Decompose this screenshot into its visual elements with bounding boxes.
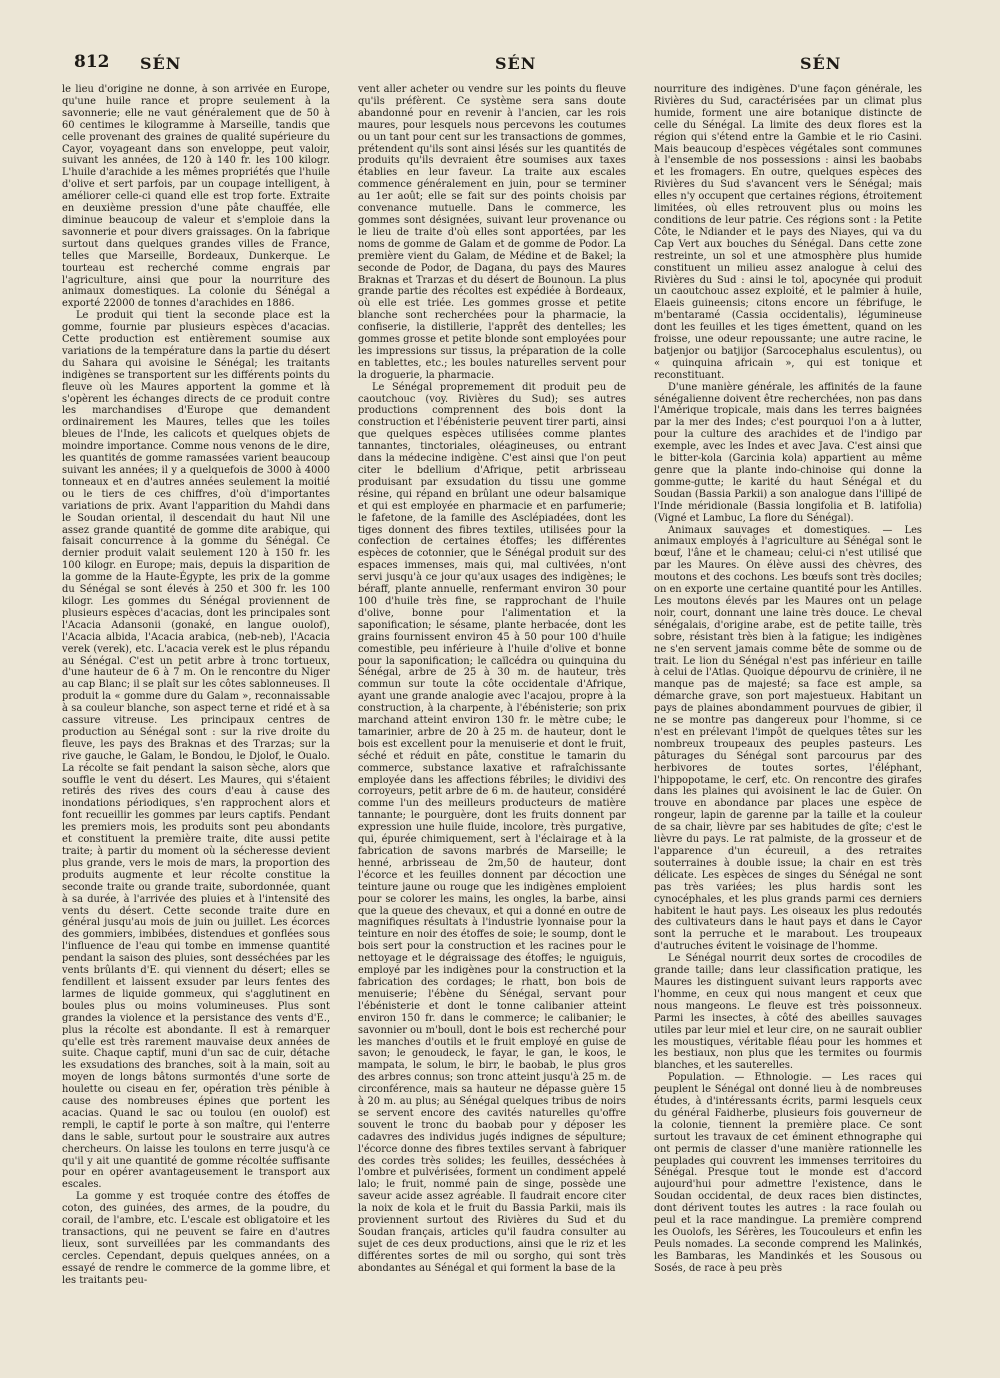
text-columns: [62, 84, 922, 1354]
running-head-right: SÉN: [800, 54, 842, 73]
paragraph: le lieu d'origine ne donne, à son arrivée en Europe, qu'une huile rance et propre seulement à la savonnerie; elle ne vaut généralement que de 50 à 60 centimes le kilogramme à Marseille, tandis que celle provenant des graines de qualité supérieure du Cayor, voyageant dans son enveloppe, peut valoir, suivant les années, de 120 à 140 fr. les 100 kilogr. L'huile d'arachide a les mêmes propriétés que l'huile d'olive et sert parfois, par un coupage intelligent, à améliorer celle-ci quand elle est trop forte. Extraite en deuxième pression d'une pâte chauffée, elle diminue beaucoup de valeur et s'emploie dans la savonnerie et pour divers graissages. On la fabrique surtout dans quelques grandes villes de France, telles que Marseille, Bordeaux, Dunkerque. Le tourteau est recherché comme engrais par l'agriculture, ainsi que pour la nourriture des animaux domestiques. La colonie du Sénégal a exporté 22000 de tonnes d'arachides en 1886.: [62, 84, 330, 310]
paragraph: Le Sénégal propremement dit produit peu de caoutchouc (voy. Rivières du Sud); ses autres productions comprennent des bois dont la construction et l'ébénisterie peuvent tirer parti, ainsi que quelques espèces utilisées comme plantes tannantes, tinctoriales, oléagineuses, ou entrant dans la médecine indigène. C'est ainsi que l'on peut citer le bdellium d'Afrique, petit arbrisseau produisant par exsudation du tissu une gomme résine, qui répand en brûlant une odeur balsamique et qui est employée en pharmacie et en parfumerie; le fafetone, de la famille des Asclépiadées, dont les tiges donnent des fibres textiles, utilisées pour la confection de certaines étoffes; les différentes espèces de cotonnier, que le Sénégal produit sur des espaces immenses, mais qui, mal cultivées, n'ont servi jusqu'à ce jour qu'aux usages des indigènes; le béraff, plante annuelle, renfermant environ 30 pour 100 d'huile très fine, se rapprochant de l'huile d'olive, bonne pour l'alimentation et la saponification; le sésame, plante herbacée, dont les grains fournissent environ 45 à 50 pour 100 d'huile comestible, peu inférieure à l'huile d'olive et bonne pour la saponification; le caïlcédra ou quinquina du Sénégal, arbre de 25 à 30 m. de hauteur, très commun sur toute la côte occidentale d'Afrique, ayant une grande analogie avec l'acajou, propre à la construction, à la charpente, à l'ébénisterie; son prix marchand atteint environ 130 fr. le mètre cube; le tamarinier, arbre de 20 à 25 m. de hauteur, dont le bois est excellent pour la menuiserie et dont le fruit, séché et réduit en pâte, constitue le tamarin du commerce, substance laxative et rafraîchissante employée dans les affections fébriles; le dividivi des corroyeurs, petit arbre de 6 m. de hauteur, considéré comme l'un des meilleurs producteurs de matière tannante; le pourguère, dont les fruits donnent par expression une huile fluide, incolore, très purgative, qui, épurée chimiquement, sert à l'éclairage et à la fabrication de savons marbrés de Marseille; le henné, arbrisseau de 2m,50 de hauteur, dont l'écorce et les feuilles donnent par décoction une teinture jaune ou rouge que les indigènes emploient pour se colorer les mains, les ongles, la barbe, ainsi que la queue des chevaux, et qui a donné en outre de magnifiques résultats à l'industrie lyonnaise pour la teinture en noir des étoffes de soie; le soump, dont le bois sert pour la construction et les racines pour le nettoyage et le dégraissage des étoffes; le nguiguis, employé par les indigènes pour la construction et la fabrication des cordages; le rhatt, bon bois de menuiserie; l'ébène du Sénégal, servant pour l'ébénisterie et dont le tonne calibanier atteint environ 150 fr. dans le commerce; le calibanier; le savonnier ou m'boull, dont le bois est recherché pour les manches d'outils et le fruit employé en guise de savon; le genoudeck, le fayar, le gan, le koos, le mampata, le solum, le birr, le baobab, le plus gros des arbres connus; son tronc atteint jusqu'à 25 m. de circonférence, mais sa hauteur ne dépasse guère 15 à 20 m. au plus; au Sénégal quelques tribus de noirs se servent encore des cavités naturelles qu'offre souvent le tronc du baobab pour y déposer les cadavres des individus jugés indignes de sépulture; l'écorce donne des fibres textiles servant à fabriquer des cordes très solides; les feuilles, desséchées à l'ombre et pulvérisées, forment un condiment appelé lalo; le fruit, nommé pain de singe, possède une saveur acide assez agréable. Il faudrait encore citer la noix de kola et le fruit du Bassia Parkii, mais ils proviennent surtout des Rivières du Sud et du Soudan français, articles qu'il faudra consulter au sujet de ces deux productions, ainsi que le riz et les différentes sortes de mil ou sorgho, qui sont très abondantes au Sénégal et qui forment la base de la: [358, 381, 626, 1274]
paragraph: Le Sénégal nourrit deux sortes de crocodiles de grande taille; dans leur classification pratique, les Maures les distinguent suivant leurs rapports avec l'homme, en ceux qui nous mangent et ceux que nous mangeons. Le fleuve est très poissonneux. Parmi les insectes, à côté des abeilles sauvages utiles par leur miel et leur cire, on ne saurait oublier les moustiques, véritable fléau pour les hommes et les bestiaux, non plus que les termites ou fourmis blanches, et les sauterelles.: [654, 953, 922, 1072]
paragraph: D'une manière générale, les affinités de la faune sénégalienne doivent être recherchées, non pas dans l'Amérique tropicale, mais dans les terres baignées par la mer des Indes; c'est pourquoi l'on a à lutter, pour la culture des arachides et de l'indigo par exemple, avec les Indes et avec Java. C'est ainsi que le bitter-kola (Garcinia kola) appartient au même genre que la plante indo-chinoise qui donne la gomme-gutte; le karité du haut Sénégal et du Soudan (Bassia Parkii) a son analogue dans l'illipé de l'Inde méridionale (Bassia longifolia et B. latifolia) (Vigné et Lambuc, La flore du Sénégal).: [654, 381, 922, 524]
paragraph: vent aller acheter ou vendre sur les points du fleuve qu'ils préfèrent. Ce système sera sans doute abandonné pour en revenir à l'ancien, car les rois maures, pour lesquels nous percevons les coutumes ou un tant pour cent sur les transactions de gommes, prétendent qu'ils sont ainsi lésés sur les quantités de produits qu'ils devraient être soumises aux taxes établies en leur faveur. La traite aux escales commence généralement en juin, pour se terminer au 1er août; elle se fait sur des points choisis par convenance mutuelle. Dans le commerce, les gommes sont désignées, suivant leur provenance ou le lieu de traite d'où elles sont apportées, par les noms de gomme de Galam et de gomme de Podor. La première vient du Galam, de Médine et de Bakel; la seconde de Podor, de Dagana, du pays des Maures Braknas et Trarzas et du désert de Bounoun. La plus grande partie des récoltes est expédiée à Bordeaux, où elle est triée. Les gommes grosse et petite blanche sont recherchées pour la pharmacie, la confiserie, la distillerie, l'apprêt des dentelles; les gommes grosse et petite blonde sont employées pour les impressions sur tissus, la préparation de la colle en tablettes, etc.; les boules naturelles servent pour la droguerie, la pharmacie.: [358, 84, 626, 381]
column-right: [654, 84, 922, 1354]
paragraph: nourriture des indigènes. D'une façon générale, les Rivières du Sud, caractérisées par un climat plus humide, forment une aire botanique distincte de celle du Sénégal. La limite des deux flores est la région qui s'étend entre la Gambie et le rio Casini. Mais beaucoup d'espèces végétales sont communes à l'ensemble de nos possessions : ainsi les baobabs et les fromagers. En outre, quelques espèces des Rivières du Sud s'avancent vers le Sénégal; mais elles n'y occupent que certaines régions, étroitement limitées, où elles retrouvent plus ou moins les conditions de leur patrie. Ces régions sont : la Petite Côte, le Ndiander et le pays des Niayes, qui va du Cap Vert aux bouches du Sénégal. Dans cette zone restreinte, un sol et une atmosphère plus humide constituent un milieu assez analogue à celui des Rivières du Sud : ainsi le tol, apocynée qui produit un caoutchouc assez exploité, et le palmier à huile, Elaeis guineensis; citons encore un fébrifuge, le m'bentaramé (Cassia occidentalis), légumineuse dont les feuilles et les tiges émettent, quand on les froisse, une odeur repoussante; une autre racine, le batjenjor ou batjijor (Sarcocephalus esculentus), ou « quinquina africain », qui est tonique et reconstituant.: [654, 84, 922, 381]
paragraph: Population. — Ethnologie. — Les races qui peuplent le Sénégal ont donné lieu à de nombreuses études, à d'intéressants écrits, parmi lesquels ceux du général Faidherbe, plusieurs fois gouverneur de la colonie, tiennent la première place. Ce sont surtout les travaux de cet éminent ethnographe qui ont permis de classer d'une manière rationnelle les peuplades qui couvrent les immenses territoires du Sénégal. Presque tout le monde est d'accord aujourd'hui pour admettre l'existence, dans le Soudan occidental, de deux races bien distinctes, dont dérivent toutes les autres : la race foulah ou peul et la race mandingue. La première comprend les Ouolofs, les Sérères, les Toucouleurs et enfin les Peuls nomades. La seconde comprend les Malinkés, les Bambaras, les Mandinkés et les Sousous ou Sosés, de race à peu près: [654, 1072, 922, 1274]
page-number: 812: [74, 52, 110, 72]
running-head-left: SÉN: [140, 54, 182, 73]
column-middle: [358, 84, 626, 1354]
running-head-center: SÉN: [495, 54, 537, 73]
page-header: [0, 52, 1000, 82]
column-left: [62, 84, 330, 1354]
paragraph: Animaux sauvages et domestiques. — Les animaux employés à l'agriculture au Sénégal sont le bœuf, l'âne et le chameau; celui-ci n'est utilisé que par les Maures. On élève aussi des chèvres, des moutons et des cochons. Les bœufs sont très dociles; on en exporte une certaine quantité pour les Antilles. Les moutons élevés par les Maures ont un pelage noir, court, donnant une laine très douce. Le cheval sénégalais, d'origine arabe, est de petite taille, très sobre, résistant très bien à la fatigue; les indigènes ne s'en servent jamais comme bête de somme ou de trait. Le lion du Sénégal n'est pas inférieur en taille à celui de l'Atlas. Quoique dépourvu de crinière, il ne manque pas de majesté; sa face est ample, sa démarche grave, son port majestueux. Habitant un pays de plaines abondamment pourvues de gibier, il ne se montre pas dangereux pour l'homme, si ce n'est en prélevant l'impôt de quelques têtes sur les nombreux troupeaux des peuples pasteurs. Les pâturages du Sénégal sont parcourus par des herbivores de toutes sortes, l'éléphant, l'hippopotame, le cerf, etc. On rencontre des girafes dans les plaines qui avoisinent le lac de Guier. On trouve en abondance par places une espèce de rongeur, lapin de garenne par la taille et la couleur de sa chair, lièvre par ses habitudes de gîte; c'est le lièvre du pays. Le rat palmiste, de la grosseur et de l'apparence d'un écureuil, a des retraites souterraines à double issue; la chair en est très délicate. Les espèces de singes du Sénégal ne sont pas très variées; les plus hardis sont les cynocéphales, et les plus grands parmi ces derniers habitent le haut pays. Les oiseaux les plus redoutés des cultivateurs dans le haut pays et dans le Cayor sont la perruche et le marabout. Les troupeaux d'autruches évitent le voisinage de l'homme.: [654, 524, 922, 953]
paragraph: Le produit qui tient la seconde place est la gomme, fournie par plusieurs espèces d'acacias. Cette production est entièrement soumise aux variations de la température dans la partie du désert du Sahara qui avoisine le Sénégal; les traitants indigènes se transportent sur les différents points du fleuve où les Maures apportent la gomme et là s'opèrent les échanges directs de ce produit contre les marchandises d'Europe que demandent ordinairement les Maures, telles que les toiles bleues de l'Inde, les calicots et quelques objets de moindre importance. Comme nous venons de le dire, les quantités de gomme ramassées varient beaucoup suivant les années; il y a quelquefois de 3000 à 4000 tonneaux et en d'autres années seulement la moitié ou le tiers de ces chiffres, d'où d'importantes variations de prix. Avant l'apparition du Mahdi dans le Soudan oriental, il descendait du haut Nil une assez grande quantité de gomme dite arabique, qui faisait concurrence à la gomme du Sénégal. Ce dernier produit valait seulement 120 à 150 fr. les 100 kilogr. en Europe; mais, depuis la disparition de la gomme de la Haute-Égypte, les prix de la gomme du Sénégal se sont élevés à 250 et 300 fr. les 100 kilogr. Les gommes du Sénégal proviennent de plusieurs espèces d'acacias, dont les principales sont l'Acacia Adansonii (gonaké, en langue ouolof), l'Acacia albida, l'Acacia arabica, (neb-neb), l'Acacia verek (verek), etc. L'acacia verek est le plus répandu au Sénégal. C'est un petit arbre à tronc tortueux, d'une hauteur de 6 à 7 m. On le rencontre du Niger au cap Blanc; il se plaît sur les côtes sablonneuses. Il produit la « gomme dure du Galam », reconnaissable à sa couleur blanche, son aspect terne et ridé et à sa cassure vitreuse. Les principaux centres de production au Sénégal sont : sur la rive droite du fleuve, les pays des Braknas et des Trarzas; sur la rive gauche, le Galam, le Bondou, le Djolof, le Oualo. La récolte se fait pendant la saison sèche, alors que souffle le vent du désert. Les Maures, qui s'étaient retirés des rives des cours d'eau à cause des inondations périodiques, s'en rapprochent alors et font recueillir les gommes par leurs captifs. Pendant les premiers mois, les produits sont peu abondants et constituent la première traite, dite aussi petite traite; à partir du moment où la sécheresse devient plus grande, vers le mois de mars, la proportion des produits augmente et leur récolte constitue la seconde traite ou grande traite, subordonnée, quant à sa durée, à l'arrivée des pluies et à l'intensité des vents du désert. Cette seconde traite dure en général jusqu'au mois de juin ou juillet. Les écorces des gommiers, imbibées, distendues et gonflées sous l'influence de l'eau qui tombe en immense quantité pendant la saison des pluies, sont desséchées par les vents brûlants d'E. qui viennent du désert; elles se fendillent et laissent exsuder par leurs fentes des larmes de liquide gommeux, qui s'agglutinent en boules plus ou moins volumineuses. Plus sont grandes la violence et la persistance des vents d'E., plus la récolte est abondante. Il est à remarquer qu'elle est très rarement mauvaise deux années de suite. Chaque captif, muni d'un sac de cuir, détache les exsudations des branches, soit à la main, soit au moyen de longs bâtons surmontés d'une sorte de houlette ou ciseau en fer, opération très pénible à cause des nombreuses épines que portent les acacias. Quand le sac ou toulou (en ouolof) est rempli, le captif le porte à son maître, qui l'enterre dans le sable, surtout pour le soustraire aux autres chercheurs. On laisse les toulons en terre jusqu'à ce qu'il y ait une quantité de gomme récoltée suffisante pour en opérer avantageusement le transport aux escales.: [62, 310, 330, 1191]
paragraph: La gomme y est troquée contre des étoffes de coton, des guinées, des armes, de la poudre, du corail, de l'ambre, etc. L'escale est obligatoire et les transactions, qui ne peuvent se faire en d'autres lieux, sont surveillées par les commandants des cercles. Cependant, depuis quelques années, on a essayé de rendre le commerce de la gomme libre, et les traitants peu-: [62, 1191, 330, 1286]
